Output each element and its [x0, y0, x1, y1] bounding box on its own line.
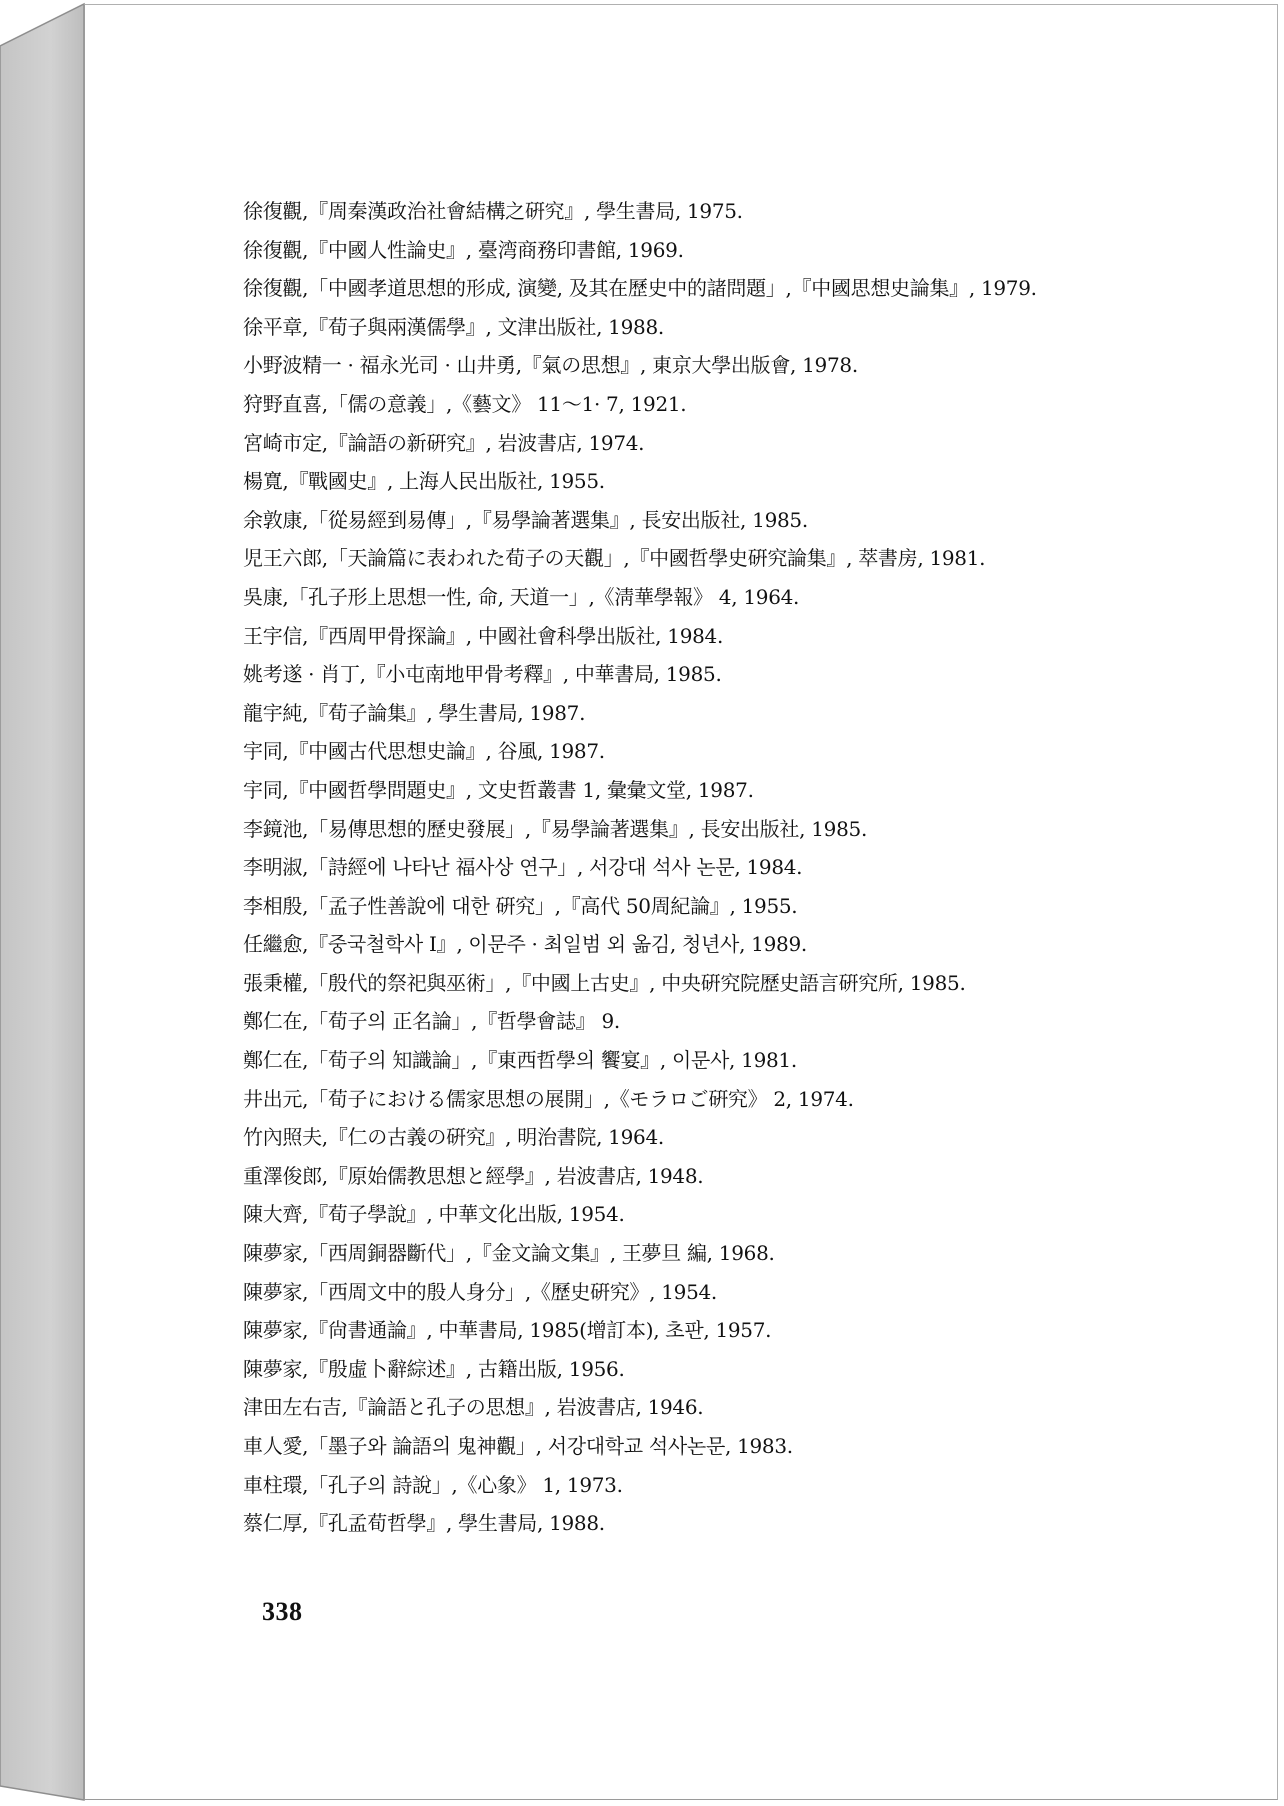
bibliography-entry: 姚考遂 · 肖丁,『小屯南地甲骨考釋』, 中華書局, 1985. — [243, 662, 722, 687]
bibliography-entry: 宇同,『中國哲學問題史』, 文史哲叢書 1, 彙彙文堂, 1987. — [243, 777, 754, 802]
bibliography-entry: 徐復觀,『周秦漢政治社會結構之硏究』, 學生書局, 1975. — [243, 199, 743, 223]
bibliography-entry: 蔡仁厚,『孔孟荀哲學』, 學生書局, 1988. — [243, 1511, 605, 1536]
bibliography-entry: 李明淑,「詩經에 나타난 福사상 연구」, 서강대 석사 논문, 1984. — [243, 855, 803, 880]
bibliography-entry: 井出元,「荀子における儒家思想の展開」,《モラロご硏究》 2, 1974. — [243, 1086, 854, 1111]
bibliography-entry: 徐平章,『荀子與兩漢儒學』, 文津出版社, 1988. — [243, 314, 664, 339]
page-number: 338 — [262, 1597, 303, 1626]
bibliography-entry: 陳夢家,『殷虛卜辭綜述』, 古籍出版, 1956. — [243, 1356, 625, 1381]
bibliography-entry: 余敦康,「從易經到易傳」,『易學論著選集』, 長安出版社, 1985. — [243, 507, 808, 532]
bibliography-entry: 宮崎市定,『論語の新硏究』, 岩波書店, 1974. — [243, 430, 645, 455]
bibliography-entry: 李鏡池,「易傳思想的歷史發展」,『易學論著選集』, 長安出版社, 1985. — [243, 816, 868, 841]
bibliography-entry: 小野波精一 · 福永光司 · 山井勇,『氣の思想』, 東京大學出版會, 1978. — [243, 353, 858, 378]
bibliography-entry: 車柱環,「孔子의 詩說」,《心象》 1, 1973. — [243, 1472, 623, 1497]
bibliography-entry: 宇同,『中國古代思想史論』, 谷風, 1987. — [243, 739, 605, 764]
bibliography-entry: 陳大齊,『荀子學說』, 中華文化出版, 1954. — [243, 1202, 625, 1227]
bibliography-entry: 任繼愈,『중국철학사 Ⅰ』, 이문주 · 최일범 외 옮김, 청년사, 1989. — [243, 932, 807, 957]
bibliography-entry: 王宇信,『西周甲骨探論』, 中國社會科學出版社, 1984. — [243, 623, 724, 648]
bibliography-entry: 陳夢家,『尙書通論』, 中華書局, 1985(增訂本), 초판, 1957. — [243, 1318, 772, 1343]
bibliography-entry: 竹內照夫,『仁の古義の硏究』, 明治書院, 1964. — [243, 1125, 664, 1150]
bibliography-entry: 李相殷,「孟子性善說에 대한 硏究」,『高代 50周紀論』, 1955. — [243, 893, 798, 918]
bibliography-entry: 張秉權,「殷代的祭祀與巫術」,『中國上古史』, 中央硏究院歷史語言硏究所, 1985. — [243, 970, 966, 995]
bibliography-entry: 車人愛,「墨子와 論語의 鬼神觀」, 서강대학교 석사논문, 1983. — [243, 1434, 793, 1458]
bibliography-entry: 鄭仁在,「荀子의 正名論」,『哲學會誌』 9. — [243, 1009, 620, 1034]
bibliography-entry: 重澤俊郎,『原始儒教思想と經學』, 岩波書店, 1948. — [243, 1163, 704, 1188]
bibliography-entry: 陳夢家,「西周銅器斷代」,『金文論文集』, 王夢旦 編, 1968. — [243, 1241, 775, 1266]
bibliography-entry: 楊寬,『戰國史』, 上海人民出版社, 1955. — [243, 469, 605, 494]
bibliography-entry: 吳康,「孔子形上思想一性, 命, 天道一」,《淸華學報》 4, 1964. — [243, 584, 800, 609]
bibliography-entry: 津田左右吉,『論語と孔子の思想』, 岩波書店, 1946. — [243, 1395, 704, 1420]
bibliography-entry: 陳夢家,「西周文中的殷人身分」,《歷史硏究》, 1954. — [243, 1279, 717, 1304]
bibliography-entry: 徐復觀,「中國孝道思想的形成, 演變, 及其在歷史中的諸問題」,『中國思想史論集』, 1979. — [243, 276, 1037, 301]
bibliography-entry: 狩野直喜,「儒の意義」,《藝文》 11～1· 7, 1921. — [243, 391, 687, 416]
bibliography-entry: 児王六郎,「天論篇に表われた荀子の天觀」,『中國哲學史硏究論集』, 萃書房, 1981. — [243, 546, 986, 571]
bibliography-entry: 鄭仁在,「荀子의 知識論」,『東西哲學의 饗宴』, 이문사, 1981. — [243, 1048, 797, 1073]
bibliography-list — [243, 192, 1203, 1543]
bibliography-entry: 徐復觀,『中國人性論史』, 臺湾商務印書館, 1969. — [243, 237, 684, 262]
bibliography-entry: 龍宇純,『荀子論集』, 學生書局, 1987. — [243, 700, 586, 725]
